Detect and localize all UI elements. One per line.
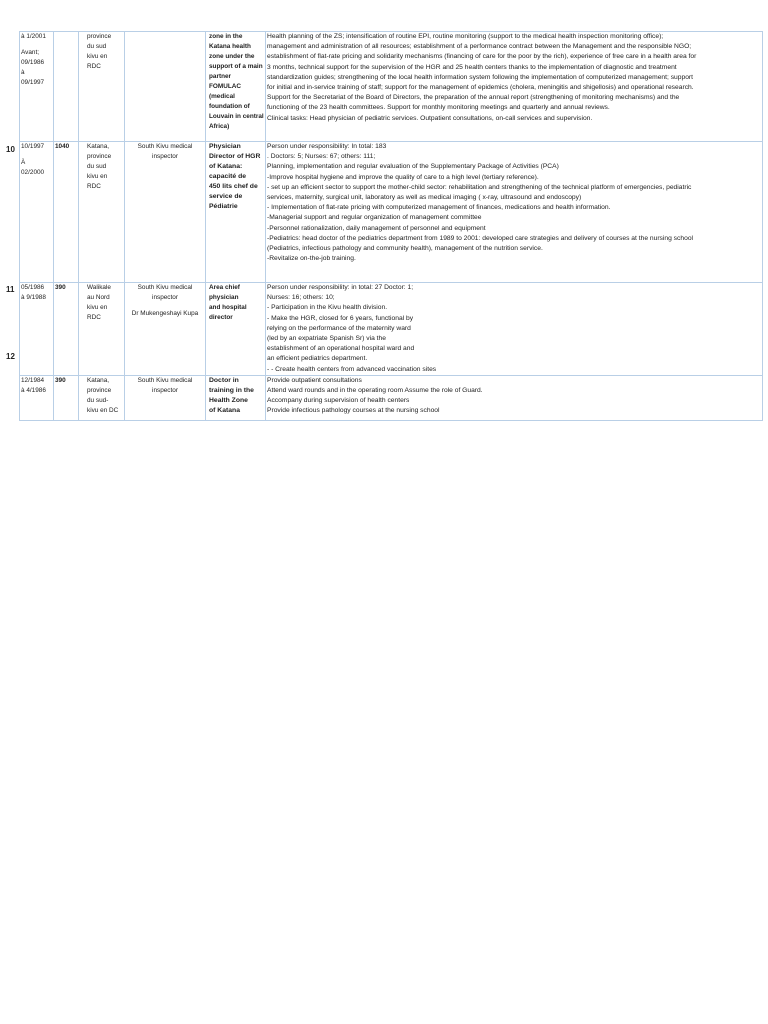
description-cell-line: -Personnel rationalization, daily management of personnel and equipment	[267, 224, 486, 232]
description-cell-line: Accompany during supervision of health centers	[267, 397, 410, 405]
period-cell	[20, 283, 54, 376]
table-row	[20, 375, 763, 420]
role-cell-line: Louvain in central	[209, 113, 264, 120]
location-cell-line: province	[87, 386, 112, 394]
period-cell-line: à 1/2001	[21, 33, 46, 40]
role-cell-line: zone under the	[209, 53, 255, 60]
period-cell-line: à	[21, 69, 25, 76]
description-cell-line: - Implementation of flat-rate pricing with computerized management of finances, medications and health information.	[267, 204, 611, 212]
supervisor-cell-line: South Kivu medical	[137, 143, 193, 150]
period-cell-line: Avant;	[21, 49, 40, 56]
location-cell-line: du sud	[87, 43, 107, 50]
period-cell-line: 09/1997	[21, 79, 45, 86]
role-cell-line: support of a main	[209, 63, 263, 70]
supervisor-cell-line: South Kivu medical	[137, 284, 193, 291]
description-cell-line: -Improve hospital hygiene and improve the quality of care to a high level (tertiary reference).	[267, 173, 539, 181]
period-cell-line: À	[21, 159, 26, 166]
description-cell-line: (Pediatrics, infectious pathology and community health), management of the nutrition service.	[267, 245, 543, 253]
description-cell-line: establishment of an operational hospital ward and	[267, 345, 415, 353]
period-cell	[20, 375, 54, 420]
period-cell-line: 10/1997	[21, 143, 45, 150]
description-cell-line: Planning, implementation and regular evaluation of the Supplementary Package of Activities (PCA)	[267, 163, 559, 171]
location-cell-line: au Nord	[87, 294, 110, 301]
location-cell	[79, 142, 125, 283]
role-cell-line: partner FOMULAC	[209, 73, 241, 90]
role-cell-line: and hospital	[209, 304, 247, 311]
role-cell-line: capacité de	[209, 173, 247, 180]
role-cell	[206, 142, 266, 283]
supervisor-cell	[125, 32, 206, 142]
description-cell-line: (led by an expatriate Spanish Sr) via the	[267, 335, 386, 343]
period-cell-line: 05/1986	[21, 284, 45, 291]
table-row	[20, 283, 763, 376]
description-cell-line: Attend ward rounds and in the operating room Assume the role of Guard.	[267, 387, 483, 395]
role-cell	[206, 32, 266, 142]
number-cell: 390	[54, 375, 79, 420]
location-cell-line: Katana,	[87, 143, 110, 150]
description-cell	[266, 142, 763, 283]
role-cell-line: Pédiatrie	[209, 203, 238, 210]
role-cell-line: service de	[209, 193, 243, 200]
location-cell-line: province	[87, 33, 112, 40]
location-cell	[79, 375, 125, 420]
description-cell-line: - Make the HGR, closed for 6 years, functional by	[267, 314, 414, 322]
role-cell-line: Area chief physician	[209, 284, 240, 301]
description-cell-line: - Participation in the Kivu health division.	[267, 304, 388, 312]
period-cell	[20, 32, 54, 142]
location-cell-line: RDC	[87, 183, 101, 190]
row-number: 12	[6, 352, 15, 361]
location-cell	[79, 283, 125, 376]
description-cell-line: an efficient pediatrics department.	[267, 355, 368, 363]
description-cell-line: functioning of the 23 health committees. Support for monthly monitoring meetings and quarterly and annual reviews.	[267, 104, 610, 112]
role-cell-line: Katana health	[209, 43, 251, 50]
description-cell-line: establishment of flat-rate pricing and solidarity mechanisms (financing of care for the poor by the rich), experience of free care in a health area for	[267, 53, 697, 61]
description-cell-line: relying on the performance of the maternity ward	[267, 324, 411, 332]
supervisor-cell	[125, 142, 206, 283]
description-cell-line: Clinical tasks: Head physician of pediatric services. Outpatient consultations, on-call services and supervision.	[267, 114, 593, 122]
number-cell: 390	[54, 283, 79, 376]
description-cell	[266, 32, 763, 142]
role-cell-line: Africa)	[209, 123, 230, 130]
supervisor-cell-line: South Kivu medical	[137, 376, 193, 384]
description-cell-line: Person under responsibility: In total: 183	[267, 143, 387, 150]
location-cell-line: Katana,	[87, 376, 110, 384]
description-cell-line: standardization guides; strengthening of the local health information system following the implementation of computerized management; support	[267, 73, 694, 81]
description-cell-line: - - Create health centers from advanced vaccination sites	[267, 365, 437, 373]
role-cell-line: training in the	[209, 386, 254, 394]
role-cell	[206, 375, 266, 420]
location-cell-line: province	[87, 153, 112, 160]
description-cell-line: management and administration of all resources; establishment of a performance contract between the Management and the responsible NGO;	[267, 43, 692, 51]
role-cell-line: (medical	[209, 93, 235, 100]
description-cell-line: Provide outpatient consultations	[267, 376, 362, 384]
table-row	[20, 32, 763, 142]
location-cell-line: kivu en	[87, 53, 108, 60]
location-cell	[79, 32, 125, 142]
description-cell-line: Support for the Secretariat of the Board of Directors, the preparation of the annual report (strengthening of monitoring mechanisms) and the	[267, 94, 680, 102]
description-cell-line: Nurses: 16; others: 10;	[267, 294, 335, 302]
table-row	[20, 142, 763, 283]
row-number: 10	[6, 145, 15, 154]
description-cell-line: 3 months, technical support for the supervision of the HGR and 25 health centers thanks to the implementation of diagnostic and treatment	[267, 63, 677, 71]
description-cell-line: Person under responsibility: in total: 27 Doctor: 1;	[267, 284, 414, 291]
experience-table	[19, 31, 763, 421]
period-cell-line: 09/1986	[21, 59, 45, 66]
supervisor-cell	[125, 283, 206, 376]
row-number: 11	[6, 285, 15, 294]
supervisor-cell	[125, 375, 206, 420]
description-cell-line: - set up an efficient sector to support the mother-child sector: rehabilitation and strengthening of the technical platform of emergencies, pediatric	[267, 183, 692, 191]
description-cell	[266, 375, 763, 420]
period-cell-line: à 4/1986	[21, 386, 46, 394]
description-cell-line: Provide infectious pathology courses at the nursing school	[267, 407, 440, 415]
role-cell-line: of Katana:	[209, 163, 243, 170]
role-cell-line: foundation of	[209, 103, 250, 110]
description-cell-line: -Managerial support and regular organization of management committee	[267, 214, 482, 222]
role-cell-line: Director of HGR	[209, 153, 261, 160]
role-cell-line: 450 lits chef de	[209, 183, 258, 190]
role-cell-line: of Katana	[209, 406, 240, 414]
supervisor-cell-line: inspector	[152, 294, 178, 301]
supervisor-cell-line: inspector	[152, 153, 178, 160]
role-cell-line: Physician	[209, 143, 241, 150]
description-cell	[266, 283, 763, 376]
period-cell	[20, 142, 54, 283]
location-cell-line: du sud-	[87, 396, 109, 404]
period-cell-line: 02/2000	[21, 169, 45, 176]
description-cell-line: -Revitalize on-the-job training.	[267, 255, 356, 263]
role-cell-line: Health Zone	[209, 396, 248, 404]
role-cell-line: zone in the	[209, 33, 243, 40]
location-cell-line: kivu en DC	[87, 406, 119, 414]
location-cell-line: Walikale	[87, 284, 111, 291]
number-cell	[54, 32, 79, 142]
role-cell	[206, 283, 266, 376]
period-cell-line: à 9/1988	[21, 294, 46, 301]
supervisor-cell-line: Dr Mukengeshayi Kupa	[131, 310, 199, 317]
description-cell-line: for initial and in-service training of staff; support for the management of epidemics (cholera, meningitis and shigellosis) and operational research.	[267, 84, 694, 92]
number-cell: 1040	[54, 142, 79, 283]
role-cell-line: director	[209, 314, 233, 321]
role-cell-line: Doctor in	[209, 376, 239, 384]
location-cell-line: RDC	[87, 314, 101, 321]
location-cell-line: RDC	[87, 63, 101, 70]
period-cell-line: 12/1984	[21, 376, 45, 384]
location-cell-line: kivu en	[87, 173, 108, 180]
supervisor-cell-line: inspector	[152, 386, 178, 394]
description-cell-line: services, maternity, surgical unit, laboratory as well as medical imaging ( x-ray, ultrasound and endoscopy)	[267, 194, 582, 202]
location-cell-line: du sud	[87, 163, 107, 170]
description-cell-line: . Doctors: 5; Nurses: 67; others: 111;	[267, 153, 376, 161]
location-cell-line: kivu en	[87, 304, 108, 311]
description-cell-line: Health planning of the ZS; intensification of routine EPI, routine monitoring (support to the medical health inspection monitoring office);	[267, 33, 664, 40]
description-cell-line: -Pediatrics: head doctor of the pediatrics department from 1989 to 2001: developed care strategies and delivery of courses at the nursing school	[267, 234, 694, 242]
